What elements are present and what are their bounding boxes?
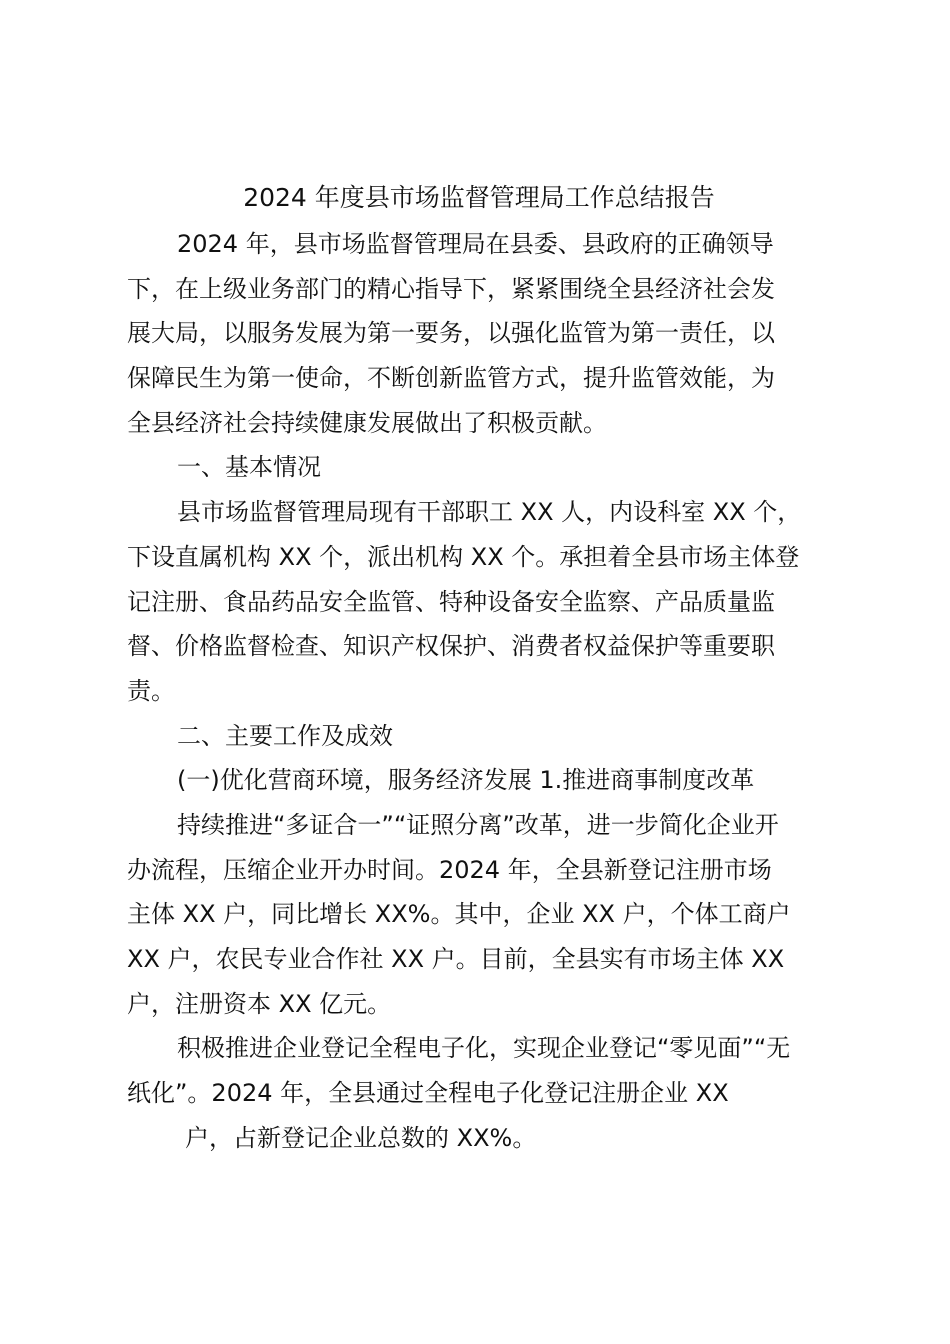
- text-line: 全县经济社会持续健康发展做出了积极贡献。: [127, 408, 607, 437]
- paragraph-closing-line: [127, 1116, 833, 1161]
- text-line: 展大局，以服务发展为第一要务，以强化监管为第一责任，以: [127, 319, 775, 348]
- paragraph-intro: [127, 222, 833, 445]
- text-line: 督、价格监督检查、知识产权保护、消费者权益保护等重要职: [127, 632, 775, 661]
- text-line: 办流程，压缩企业开办时间。2024 年，全县新登记注册市场: [127, 855, 772, 884]
- paragraph-basic-info: [127, 490, 833, 713]
- text-line: 县市场监督管理局现有干部职工 XX 人，内设科室 XX 个，: [177, 498, 802, 527]
- text-line: 户，注册资本 XX 亿元。: [127, 989, 392, 1018]
- section-heading-main-work: [127, 714, 833, 759]
- subsection-heading: [127, 758, 833, 803]
- section-heading-basic: [127, 445, 833, 490]
- text-line: 下，在上级业务部门的精心指导下，紧紧围绕全县经济社会发: [127, 274, 775, 303]
- text-line: XX 户，农民专业合作社 XX 户。目前，全县实有市场主体 XX: [127, 945, 785, 973]
- text-line: 户，占新登记企业总数的 XX%。: [185, 1123, 537, 1152]
- section-heading: 二、主要工作及成效: [177, 721, 393, 750]
- text-line: 记注册、食品药品安全监管、特种设备安全监察、产品质量监: [127, 587, 775, 616]
- paragraph-electronic-registration: [127, 1026, 833, 1115]
- text-line: 责。: [127, 676, 175, 705]
- text-line: 下设直属机构 XX 个，派出机构 XX 个。承担着全县市场主体登: [127, 542, 800, 571]
- document-body: [127, 222, 833, 1160]
- text-line: 纸化”。2024 年，全县通过全程电子化登记注册企业 XX: [127, 1079, 729, 1108]
- paragraph-reform: [127, 803, 833, 1026]
- text-line: 2024 年，县市场监督管理局在县委、县政府的正确领导: [177, 230, 774, 258]
- document-title: 2024 年度县市场监督管理局工作总结报告: [243, 183, 715, 212]
- section-heading: 一、基本情况: [177, 453, 321, 482]
- text-line: 主体 XX 户，同比增长 XX%。其中，企业 XX 户，个体工商户: [127, 900, 791, 929]
- text-line: 积极推进企业登记全程电子化，实现企业登记“零见面”“无: [177, 1034, 791, 1063]
- subsection-title: (一)优化营商环境，服务经济发展 1.推进商事制度改革: [177, 766, 755, 795]
- text-line: 保障民生为第一使命，不断创新监管方式，提升监管效能，为: [127, 364, 775, 393]
- text-line: 持续推进“多证合一”“证照分离”改革，进一步简化企业开: [177, 810, 779, 839]
